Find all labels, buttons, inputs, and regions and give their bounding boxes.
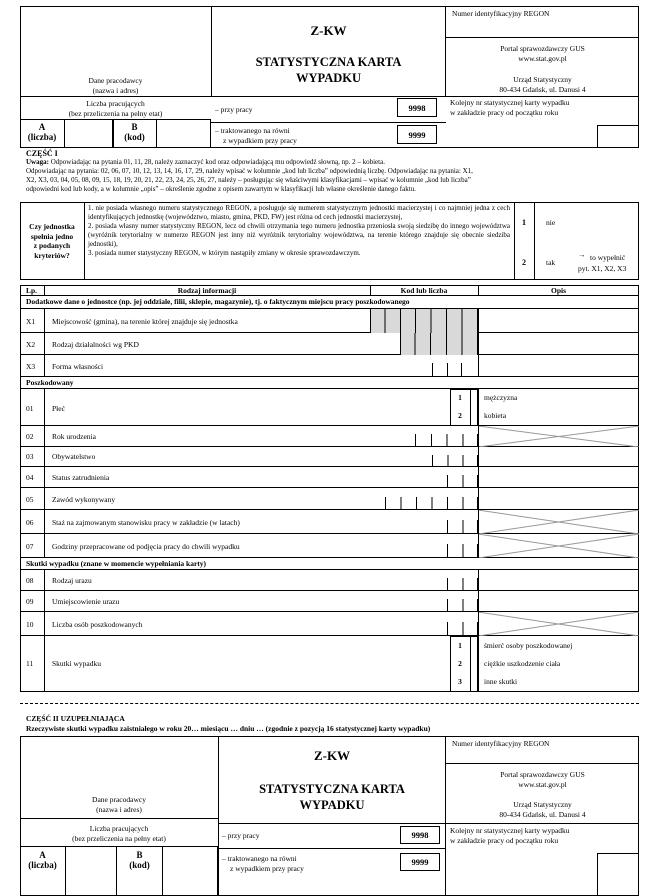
divider xyxy=(44,591,45,612)
code-cells-03[interactable] xyxy=(432,455,478,467)
table-row xyxy=(20,570,639,591)
divider xyxy=(446,823,639,824)
form-title-2-2: WYPADKU xyxy=(299,798,365,812)
eff-opt1-code[interactable]: 1 xyxy=(458,641,462,650)
form-code-2: Z-KW xyxy=(313,748,351,763)
criteria-list: 1. nie posiada własnego numeru statystycznego REGON, a posługuje się numerem statystycznym jednostki macierzystej i co najmniej jedna z cech identyfikujących jednostkę (województwo, miasto, gmina, PKD, FW) jest różna od cech jednostki macierzystej, 2. posiada własny numer statystyczny REGON, lecz od chwili otrzymania tego numeru jednostka przeniosła swoją siedzibę do innego województwa (wyróżnik terytorialny w numerze REGON jest inny niż wyróżnik terytorialny województwa, na terenie którego znajduje się obecnie siedziba jednostki), 3. posiada numer statystyczny REGON, w którym nastąpiły zmiany w okresie sprawozdawczym. xyxy=(88,204,510,257)
answer-1-label: nie xyxy=(546,218,556,227)
form-title-2-1: STATYSTYCZNA KARTA xyxy=(259,782,405,796)
form-title-1: STATYSTYCZNA KARTA xyxy=(255,55,402,69)
row-label: Obywatelstwo xyxy=(52,452,96,461)
row-no: 01 xyxy=(26,404,34,413)
table-row xyxy=(20,389,639,426)
x-mark xyxy=(478,612,639,636)
traktowanego-label-2: – traktowanego na równi z wypadkiem przy pracy xyxy=(222,854,304,873)
divider xyxy=(470,389,471,426)
x-mark xyxy=(478,534,639,558)
regon-label-2: Numer identyfikacyjny REGON xyxy=(452,739,550,748)
cut-line xyxy=(20,703,639,704)
x-mark xyxy=(478,510,639,534)
section-poszkodowany: Poszkodowany xyxy=(20,377,639,389)
part2-heading: CZĘŚĆ II UZUPEŁNIAJĄCA xyxy=(26,714,125,723)
code-9999: 9999 xyxy=(397,125,437,144)
part2-subheading: Rzeczywiste skutki wypadku zaistniałego w roku 20… miesiącu … dniu … (zgodnie z pozycją 16 statystycznej karty wypadku) xyxy=(26,724,431,733)
divider xyxy=(44,534,45,558)
row-no: 06 xyxy=(26,518,34,527)
row-label: Staż na zajmowanym stanowisku pracy w zakładzie (w latach) xyxy=(52,518,240,527)
kolejny-label-2: Kolejny nr statystycznej karty wypadku w zakładzie pracy od początku roku xyxy=(450,826,570,845)
row-label: Rok urodzenia xyxy=(52,432,96,441)
table-row xyxy=(20,447,639,467)
code-cells-07[interactable] xyxy=(447,544,478,558)
row-label: Rodzaj działalności wg PKD xyxy=(52,340,139,349)
sex-opt2: kobieta xyxy=(484,411,507,420)
row-label: Godziny przepracowane od podjęcia pracy do chwili wypadku xyxy=(52,542,240,551)
criteria-question: Czy jednostka spełnia jedno z podanych kryteriów? xyxy=(29,222,75,260)
col-b-input[interactable] xyxy=(156,119,211,148)
col-lp: Lp. xyxy=(26,286,38,295)
code-cells-09[interactable] xyxy=(447,599,478,612)
sex-opt1: mężczyzna xyxy=(484,393,518,402)
code-cells-08[interactable] xyxy=(447,578,478,591)
code-cells-x1-ticks xyxy=(370,309,478,333)
traktowanego-label: – traktowanego na równi z wypadkiem przy pracy xyxy=(215,126,297,145)
row-label: Liczba osób poszkodowanych xyxy=(52,620,143,629)
row-no: 09 xyxy=(26,597,34,606)
col-a-label-2: A (liczba) xyxy=(28,850,57,870)
divider xyxy=(211,96,446,97)
col-b-label: B (kod) xyxy=(124,122,145,142)
code-9998-2: 9998 xyxy=(400,826,440,844)
answer-2-note: to wypełnić xyxy=(590,253,626,262)
divider xyxy=(44,309,45,333)
eff-opt3: inne skutki xyxy=(484,677,518,686)
col-code: Kod lub liczba xyxy=(400,286,448,295)
row-label: Miejscowość (gmina), na terenie której znajduje się jednostka xyxy=(52,317,238,326)
col-a-input-2[interactable] xyxy=(65,846,117,896)
divider xyxy=(20,96,211,97)
divider xyxy=(44,447,45,467)
answer-2-arrow: → xyxy=(578,250,586,259)
row-no: 11 xyxy=(26,659,34,668)
row-label: Status zatrudnienia xyxy=(52,473,110,482)
portal-info: Portal sprawozdawczy GUS www.stat.gov.pl xyxy=(500,44,585,63)
divider xyxy=(20,818,218,819)
divider xyxy=(44,355,45,377)
przy-pracy-label-2: – przy pracy xyxy=(222,831,260,840)
regon-label: Numer identyfikacyjny REGON xyxy=(452,9,550,18)
form-code: Z-KW xyxy=(310,23,347,38)
code-9999-2: 9999 xyxy=(400,853,440,871)
kolejny-label: Kolejny nr statystycznej karty wypadku w zakładzie pracy od początku roku xyxy=(450,98,570,117)
col-b-input-2[interactable] xyxy=(162,846,218,896)
row-label: Zawód wykonywany xyxy=(52,495,116,504)
divider xyxy=(478,309,479,377)
code-cells-04[interactable] xyxy=(447,475,478,488)
divider xyxy=(211,122,446,123)
kolejny-input-2[interactable] xyxy=(597,853,639,896)
row-label: Rodzaj urazu xyxy=(52,576,92,585)
sex-opt2-code[interactable]: 2 xyxy=(458,411,462,420)
row-no: X3 xyxy=(26,362,36,371)
divider xyxy=(44,333,45,355)
row-no: 04 xyxy=(26,473,34,482)
row-label: Płeć xyxy=(52,404,65,413)
col-info: Rodzaj informacji xyxy=(177,286,237,295)
divider xyxy=(446,37,639,38)
eff-opt2: ciężkie uszkodzenie ciała xyxy=(484,659,561,668)
divider xyxy=(44,389,45,426)
divider xyxy=(478,389,479,558)
divider xyxy=(514,202,515,280)
divider xyxy=(446,96,639,97)
part1-note: Uwaga: Odpowiadając na pytania 01, 11, 28, należy zaznaczyć kod oraz odpowiadającą mu odpowiedź słowną, np. 2 – kobieta. Odpowiadając na pytania: 02, 06, 07, 10, 12, 13, 14, 16, 17, 29, należy wpisać w kolumnie „kod lub liczba” odpowiednią liczbę. Odpowiadając na pytania: X1, X2, X3, 03, 04, 05, 08, 09, 15, 18, 19, 20, 21, 22, 23, 24, 25, 26, 27, należy – posługując się właściwymi klasyfikacjami – wpisać w kolumnie „kod lub liczba” odpowiedni kod lub kody, a w kolumnie „opis” – określenie zgodne z opisem zawartym w klasyfikacji lub własne określenie danego faktu. xyxy=(26,158,473,193)
answer-2-code[interactable]: 2 xyxy=(522,258,526,267)
kolejny-input[interactable] xyxy=(597,125,639,148)
divider xyxy=(44,426,45,447)
row-no: 10 xyxy=(26,620,34,629)
divider xyxy=(44,467,45,488)
divider xyxy=(218,823,446,824)
eff-opt2-code[interactable]: 2 xyxy=(458,659,462,668)
divider xyxy=(478,570,479,692)
portal-info-2: Portal sprawozdawczy GUS www.stat.gov.pl xyxy=(500,770,585,789)
code-cells-x2-ticks xyxy=(400,333,478,355)
przy-pracy-label: – przy pracy xyxy=(215,105,253,114)
employer-label: Dane pracodawcy (nazwa i adres) xyxy=(88,76,143,95)
employee-count-label-2: Liczba pracujących (bez przeliczenia na pełny etat) xyxy=(72,824,166,843)
table-row xyxy=(20,355,639,377)
code-cells-06[interactable] xyxy=(447,520,478,534)
code-cells-10[interactable] xyxy=(447,622,478,636)
section-skutki: Skutki wypadku (znane w momencie wypełniania karty) xyxy=(20,558,639,570)
divider xyxy=(470,636,471,692)
divider xyxy=(44,510,45,534)
divider xyxy=(447,363,448,377)
answer-2-label: tak xyxy=(546,258,556,267)
divider xyxy=(534,202,535,280)
employee-count-label: Liczba pracujących (bez przeliczenia na pełny etat) xyxy=(68,99,163,118)
divider xyxy=(446,763,639,764)
code-cells-05[interactable] xyxy=(385,497,478,510)
code-9998: 9998 xyxy=(397,98,437,117)
urzad-info-2: Urząd Statystyczny 80-434 Gdańsk, ul. Danusi 4 xyxy=(499,800,586,819)
divider xyxy=(44,488,45,510)
row-label: Skutki wypadku xyxy=(52,659,101,668)
eff-opt3-code[interactable]: 3 xyxy=(458,677,462,686)
x-mark xyxy=(478,426,639,447)
sex-opt1-code[interactable]: 1 xyxy=(458,393,462,402)
row-no: X2 xyxy=(26,340,36,349)
row-no: 03 xyxy=(26,452,34,461)
employer-label-2: Dane pracodawcy (nazwa i adres) xyxy=(92,795,146,814)
divider xyxy=(44,570,45,591)
divider xyxy=(218,848,446,849)
divider xyxy=(84,202,85,280)
part1-heading: CZĘŚĆ I xyxy=(26,149,58,158)
col-a-label: A (liczba) xyxy=(27,122,57,142)
eff-opt1: śmierć osoby poszkodowanej xyxy=(484,641,573,650)
row-no: 05 xyxy=(26,495,34,504)
row-label: Forma własności xyxy=(52,362,104,371)
row-label: Umiejscowienie urazu xyxy=(52,597,120,606)
answer-2-note-2: pyt. X1, X2, X3 xyxy=(578,264,627,273)
row-no: 08 xyxy=(26,576,34,585)
urzad-info: Urząd Statystyczny 80-434 Gdańsk, ul. Danusi 4 xyxy=(499,75,586,94)
answer-1-code[interactable]: 1 xyxy=(522,218,526,227)
col-desc: Opis xyxy=(550,286,566,295)
divider xyxy=(44,612,45,636)
section-dodatkowe: Dodatkowe dane o jednostce (np. jej oddziale, filii, sklepie, magazynie), tj. o faktycznym miejscu pracy poszkodowanego xyxy=(20,296,639,309)
col-a-input[interactable] xyxy=(64,119,113,148)
divider xyxy=(44,636,45,692)
code-cells-02[interactable] xyxy=(415,434,478,447)
col-b-label-2: B (kod) xyxy=(129,850,150,870)
form-title-2: WYPADKU xyxy=(295,71,362,85)
table-row xyxy=(20,467,639,488)
row-no: 02 xyxy=(26,432,34,441)
row-no: X1 xyxy=(26,317,36,326)
row-no: 07 xyxy=(26,542,34,551)
